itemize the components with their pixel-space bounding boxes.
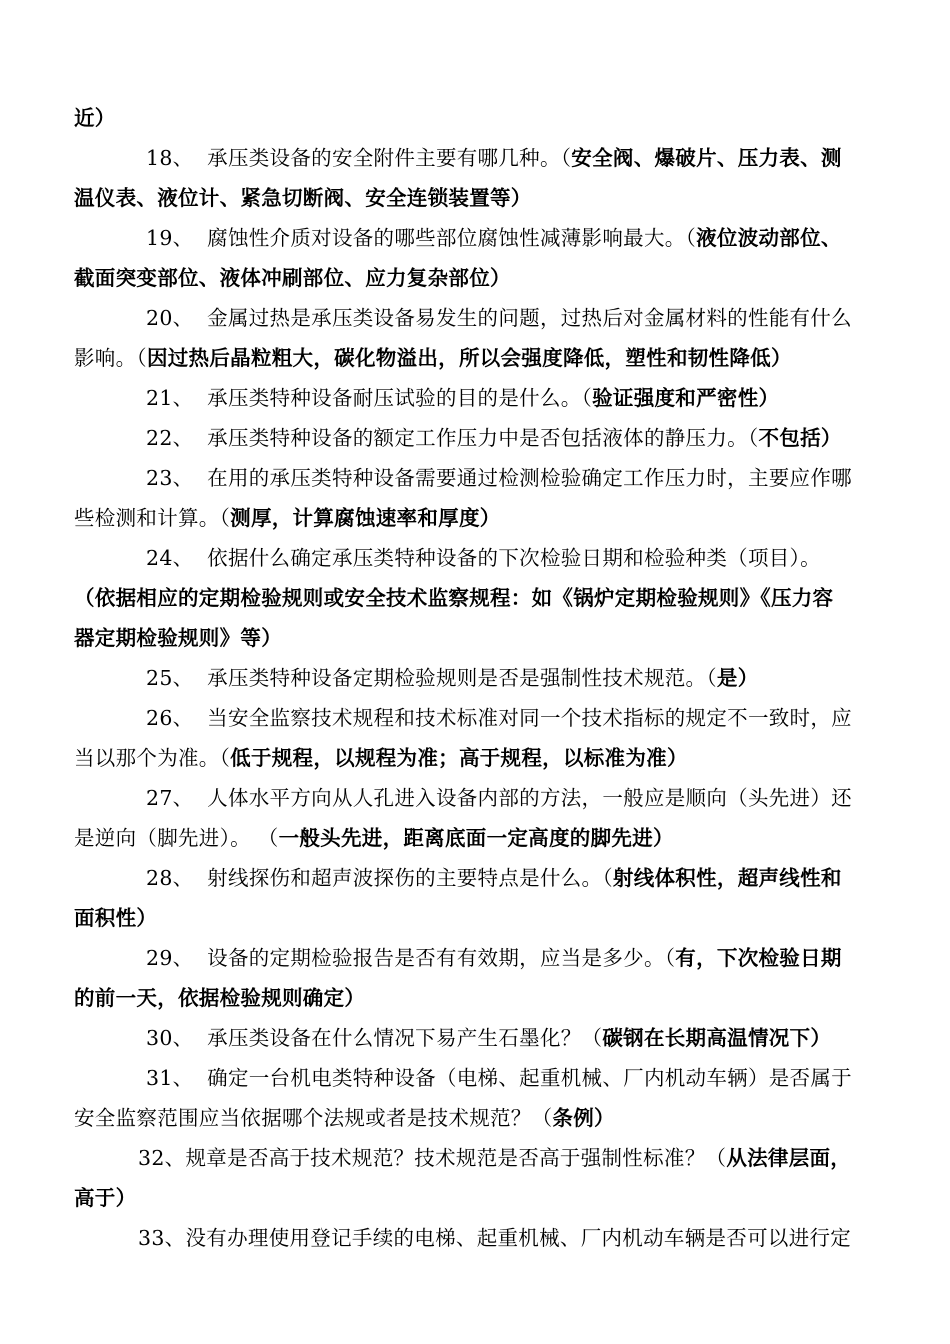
question-number: 30、 (146, 1026, 194, 1050)
question-21: 21、 承压类特种设备耐压试验的目的是什么。（验证强度和严密性） (74, 378, 904, 418)
text-line: 影响。（因过热后晶粒粗大，碳化物溢出，所以会强度降低，塑性和韧性降低） (74, 346, 792, 370)
text-line: （依据相应的定期检验规则或安全技术监察规程：如《锅炉定期检验规则》《压力容 (74, 586, 834, 610)
question-number: 29、 (146, 946, 194, 970)
question-number: 31、 (146, 1066, 194, 1090)
question-number: 26、 (146, 706, 194, 730)
text-line: 近） (74, 106, 116, 130)
question-28: 28、 射线探伤和超声波探伤的主要特点是什么。（射线体积性，超声线性和 (74, 858, 904, 898)
question-number: 20、 (146, 306, 194, 330)
question-number: 32、 (138, 1146, 186, 1170)
question-number: 25、 (146, 666, 194, 690)
question-32: 32、规章是否高于技术规范？技术规范是否高于强制性标准？（从法律层面， (74, 1138, 904, 1178)
text-line: 些检测和计算。（测厚，计算腐蚀速率和厚度） (74, 506, 501, 530)
question-number: 18、 (146, 146, 194, 170)
question-26: 26、 当安全监察技术规程和技术标准对同一个技术指标的规定不一致时，应 (74, 698, 904, 738)
question-number: 22、 (146, 426, 194, 450)
question-27: 27、 人体水平方向从人孔进入设备内部的方法，一般应是顺向（头先进）还 (74, 778, 904, 818)
question-25: 25、 承压类特种设备定期检验规则是否是强制性技术规范。（是） (74, 658, 904, 698)
question-number: 21、 (146, 386, 194, 410)
text-line: 温仪表、液位计、紧急切断阀、安全连锁装置等） (74, 186, 532, 210)
question-22: 22、 承压类特种设备的额定工作压力中是否包括液体的静压力。（不包括） (74, 418, 904, 458)
text-line: 器定期检验规则》等） (74, 626, 282, 650)
text-line: 面积性） (74, 906, 158, 930)
question-24: 24、 依据什么确定承压类特种设备的下次检验日期和检验种类（项目）。 (74, 538, 904, 578)
text-line: 当以那个为准。（低于规程，以规程为准；高于规程，以标准为准） (74, 746, 688, 770)
question-20: 20、 金属过热是承压类设备易发生的问题，过热后对金属材料的性能有什么 (74, 298, 904, 338)
text-line: 的前一天，依据检验规则确定） (74, 986, 366, 1010)
question-number: 19、 (146, 226, 194, 250)
question-18: 18、 承压类设备的安全附件主要有哪几种。（安全阀、爆破片、压力表、测 (74, 138, 904, 178)
text-line: 截面突变部位、液体冲刷部位、应力复杂部位） (74, 266, 511, 290)
question-31: 31、 确定一台机电类特种设备（电梯、起重机械、厂内机动车辆）是否属于 (74, 1058, 904, 1098)
question-33: 33、没有办理使用登记手续的电梯、起重机械、厂内机动车辆是否可以进行定 (74, 1218, 904, 1258)
question-number: 23、 (146, 466, 194, 490)
question-number: 27、 (146, 786, 194, 810)
question-number: 33、 (138, 1226, 186, 1250)
question-30: 30、 承压类设备在什么情况下易产生石墨化？（碳钢在长期高温情况下） (74, 1018, 904, 1058)
question-29: 29、 设备的定期检验报告是否有有效期，应当是多少。（有，下次检验日期 (74, 938, 904, 978)
question-23: 23、 在用的承压类特种设备需要通过检测检验确定工作压力时，主要应作哪 (74, 458, 904, 498)
text-line: 安全监察范围应当依据哪个法规或者是技术规范？（条例） (74, 1106, 615, 1130)
question-number: 24、 (146, 546, 194, 570)
question-number: 28、 (146, 866, 194, 890)
question-19: 19、 腐蚀性介质对设备的哪些部位腐蚀性减薄影响最大。（液位波动部位、 (74, 218, 904, 258)
text-line: 是逆向（脚先进）。 （一般头先进，距离底面一定高度的脚先进） (74, 826, 674, 850)
text-line: 高于） (74, 1186, 137, 1210)
